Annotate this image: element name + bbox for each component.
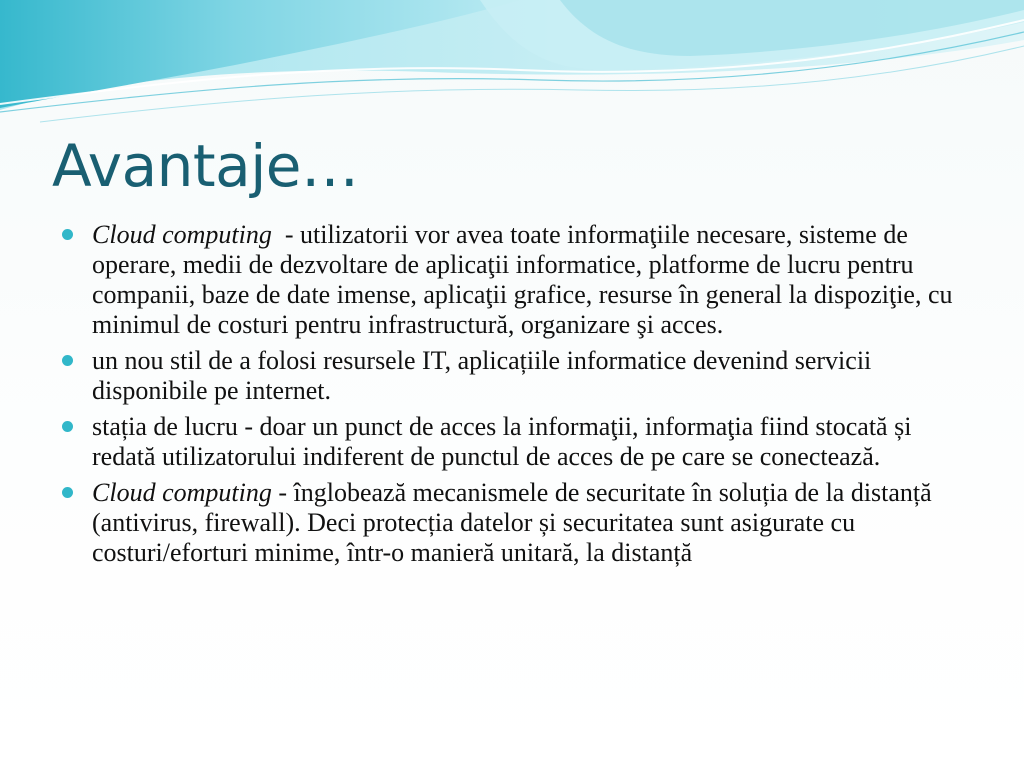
- bullet-lead: Cloud computing: [92, 220, 272, 249]
- bullet-text: - utilizatorii vor avea toate informaţiile necesare, sisteme de operare, medii de dezvoltare de aplicaţii informatice, platforme de lucru pentru companii, baze de date imense, aplicaţii grafice, resurse în general la dispoziţie, cu minimul de costuri pentru infrastructură, organizare şi acces.: [92, 220, 960, 339]
- list-item: [62, 346, 962, 406]
- bullet-icon: [62, 421, 73, 432]
- slide-title: Avantaje…: [52, 132, 359, 200]
- list-item: [62, 412, 962, 472]
- header-wave-decoration: [0, 0, 1024, 130]
- bullet-icon: [62, 229, 73, 240]
- bullet-icon: [62, 487, 73, 498]
- list-item: [62, 478, 962, 568]
- bullet-text: un nou stil de a folosi resursele IT, aplicațiile informatice devenind servicii disponibile pe internet.: [92, 346, 872, 405]
- bullet-lead: Cloud computing: [92, 478, 272, 507]
- bullet-icon: [62, 355, 73, 366]
- list-item: [62, 220, 962, 340]
- bullet-text: - înglobează mecanismele de securitate în soluția de la distanță (antivirus, firewall). Deci protecția datelor și securitatea sunt asigurate cu costuri/eforturi minime, într-o manieră unitară, la distanță: [92, 478, 939, 567]
- bullet-text: stația de lucru - doar un punct de acces la informaţii, informaţia fiind stocată și redată utilizatorului indiferent de punctul de acces de pe care se conectează.: [92, 412, 912, 471]
- bullet-list: [62, 220, 962, 574]
